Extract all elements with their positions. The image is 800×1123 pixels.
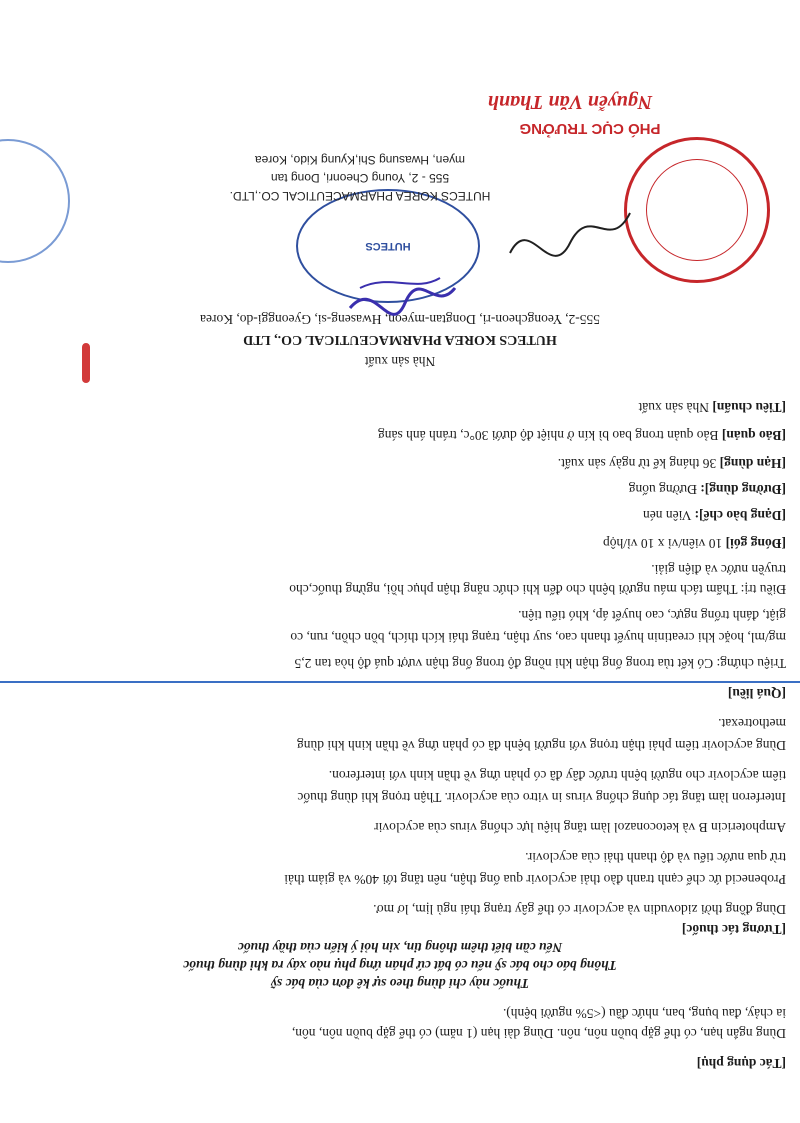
overdose-line-4: Điều trị: Thẩm tách máu người bệnh cho đến khi chức năng thận phục hồi, ngừng thuốc,cho [289,582,786,597]
side-effects-line-2: ia chảy, đau bụng, ban, nhức đầu (<5% người bệnh). [502,1006,786,1021]
manufacturer-signature-icon [340,263,460,323]
section-heading-side-effects: [Tác dụng phụ] [696,1056,786,1071]
interactions-line-4: Amphotericin B và ketoconazol làm tăng hiệu lực chống virus của acyclovir [374,820,786,835]
interactions-line-3: trừ qua nước tiểu và độ thanh thải của acyclovir. [525,850,786,865]
overdose-line-2: mg/ml, hoặc khi creatinin huyết thanh cao, suy thận, trạng thái kích thích, bồn chồn, run, co [290,630,786,645]
interactions-line-1: Dùng đồng thời zidovudin và acyclovir có thể gây trạng thái ngủ lịm, lơ mơ. [373,902,786,917]
shelf-life-line: [Hạn dùng] 36 tháng kể từ ngày sản xuất. [557,456,786,471]
section-heading-interactions: [Tương tác thuốc] [681,922,786,937]
overdose-line-3: giật, đánh trống ngực, cao huyết áp, khó tiểu tiện. [518,608,786,623]
overdose-line-1: Triệu chứng: Có kết tủa trong ống thận khi nồng độ trong ống thận vượt quá độ hòa tan 2,5 [294,656,786,671]
stamp-address-line-1: 555 - 2, Young Cheonri, Dong tan [270,171,450,185]
stamp-address-company: HUTECS KOREA PHARMACEUTICAL CO.,LTD. [229,189,491,203]
interactions-line-8: methotrexat. [718,716,786,731]
interactions-line-6: tiêm acyclovir cho người bệnh trước đây đã có phản ứng về thần kinh với interferon. [328,768,786,783]
official-name: Nguyễn Văn Thanh [487,91,653,113]
standard-line: [Tiêu chuẩn] Nhà sản xuất [638,400,786,415]
interactions-line-5: Interferon làm tăng tác dụng chống virus in vitro của acyclovir. Thận trọng khi dùng thuốc [297,790,786,805]
interactions-line-7: Dùng acyclovir tiêm phải thận trọng với người bệnh đã có phản ứng về thần kinh khi dùng [297,738,786,753]
notice-prescription: Thuốc này chỉ dùng theo sự kê đơn của bác sỹ [270,976,530,991]
blue-divider-line [0,681,800,683]
partial-seal [0,139,70,263]
manufacturer-name: HUTECS KOREA PHARMACEUTICAL CO., LTD [243,332,557,347]
notice-consult-doctor: Nếu cần biết thêm thông tin, xin hỏi ý kiến của thầy thuốc [237,940,563,955]
interactions-line-2: Probenecid ức chế cạnh tranh đào thải acyclovir qua ống thận, nên tăng tới 40% và giảm thải [284,872,786,887]
dosage-form-line: [Dạng bào chế]: Viên nén [643,508,786,523]
company-stamp-text: HUTECS [365,240,411,252]
packaging-line: [Đóng gói] 10 viên/vỉ x 10 vỉ/hộp [603,536,786,551]
side-effects-line-1: Dùng ngắn hạn, có thể gặp buồn nôn, nôn. Dùng dài hạn (1 năm) có thể gặp buồn nôn, nôn, [291,1026,786,1041]
red-mark [82,343,90,383]
government-stamp [624,137,770,283]
notice-report-side-effects: Thông báo cho bác sỹ nếu có bất cứ phản ứng phụ nào xảy ra khi dùng thuốc [183,958,617,973]
storage-line: [Bảo quản] Bảo quản trong bao bì kín ở nhiệt độ dưới 30°c, tránh ánh sáng [378,428,786,443]
stamp-address-line-2: myen, Hwasung Shi,Kyung Kido, Korea [254,153,466,167]
official-title: PHÓ CỤC TRƯỞNG [519,120,661,137]
overdose-line-5: truyền nước và điện giải. [651,562,786,577]
manufacturer-label: Nhà sản xuất [364,354,436,369]
manufacturer-address: 555-2, Yeongcheon-ri, Dongtan-myeon, Hwaseng-si, Gyeonggi-do, Korea [199,312,601,327]
section-heading-overdose: [Quá liều] [727,686,786,701]
route-line: [Đường dùng]: Đường uống [628,482,786,497]
official-signature-icon [500,193,640,273]
